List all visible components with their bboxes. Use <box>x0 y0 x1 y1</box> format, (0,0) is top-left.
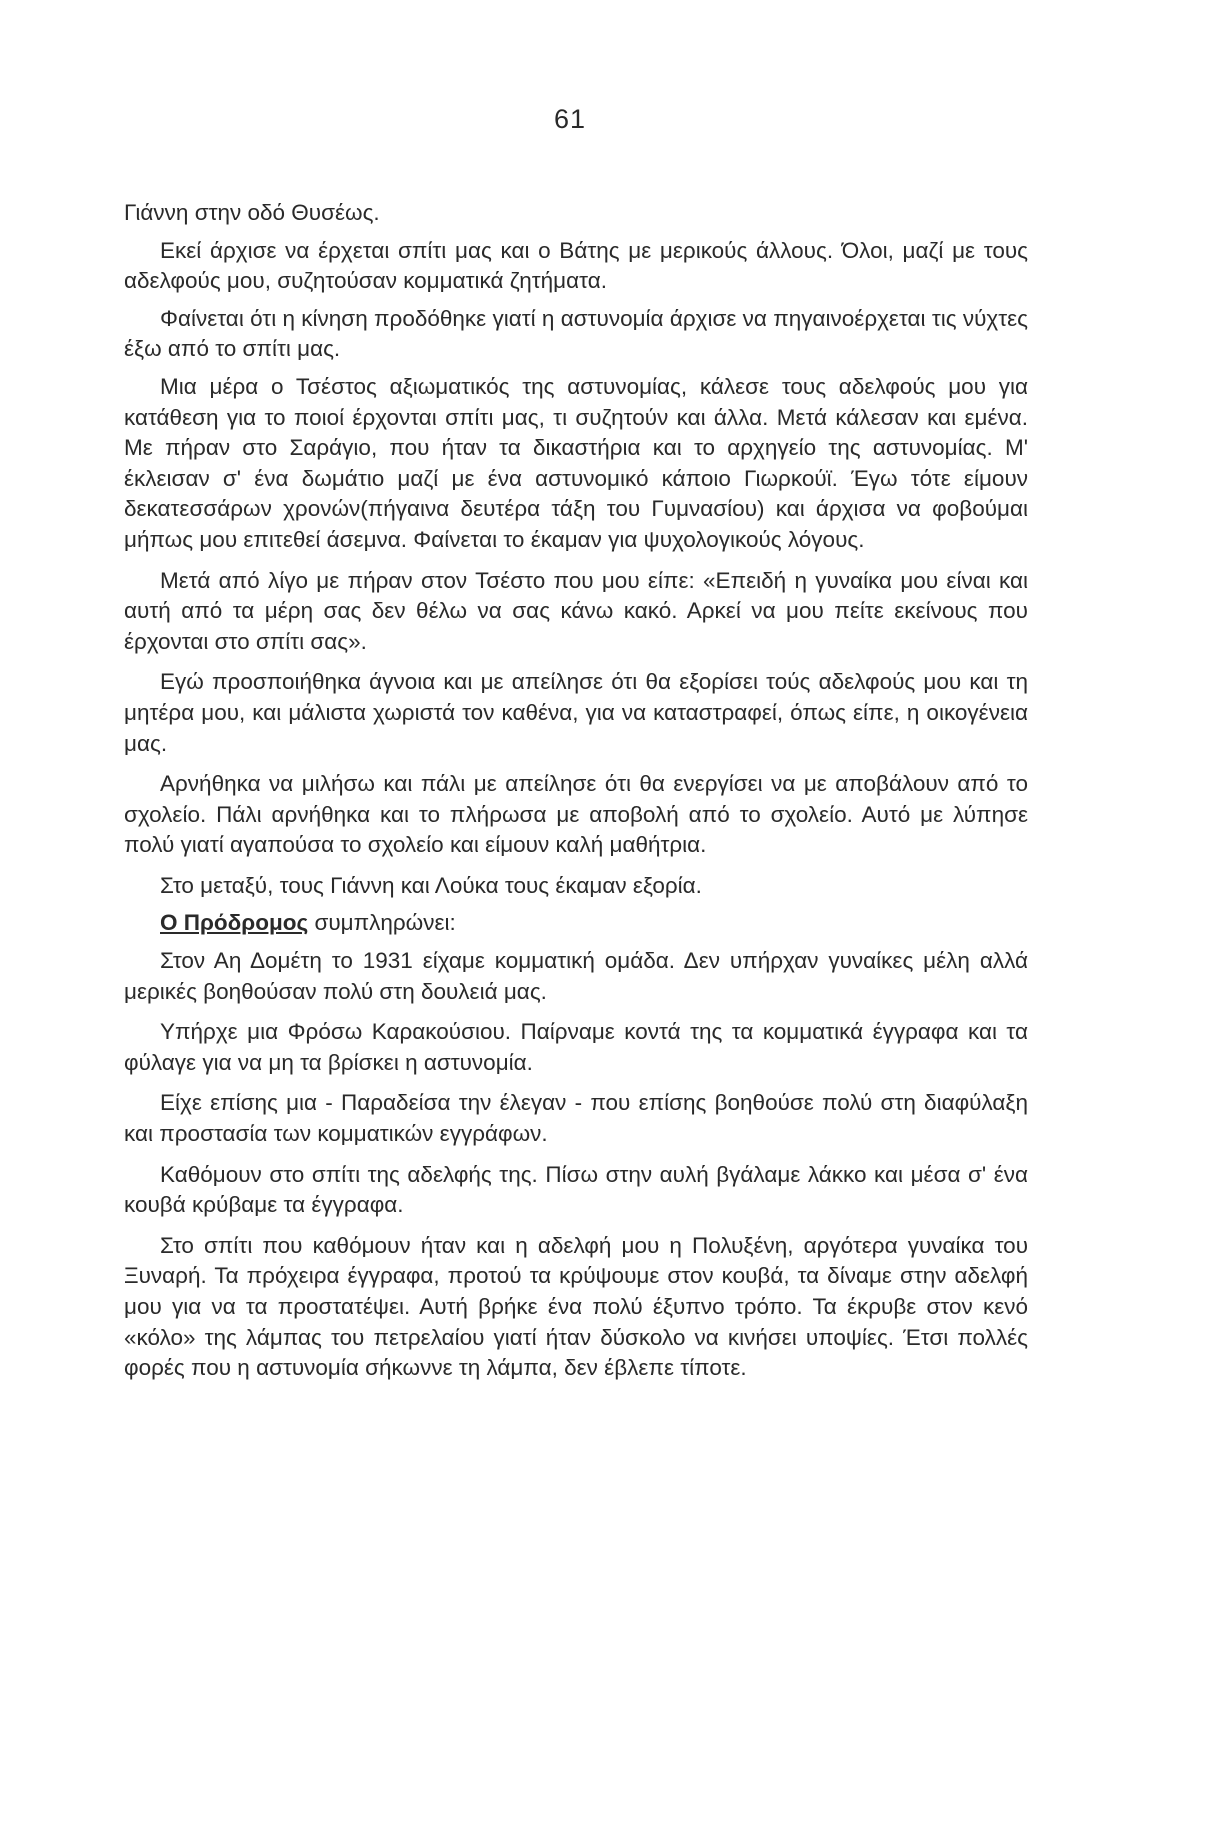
paragraph: Μετά από λίγο με πήραν στον Τσέστο που μου είπε: «Επειδή η γυναίκα μου είναι και αυτή από τα μέρη σας δεν θέλω να σας κάνω κακό. Αρκεί να μου πείτε εκείνους που έρχονται στο σπίτι σας». <box>124 567 1028 654</box>
paragraph: Είχε επίσης μια - Παραδείσα την έλεγαν - που επίσης βοηθούσε πολύ στη διαφύλαξη και προστασία των κομματικών εγγράφων. <box>124 1090 1028 1147</box>
paragraph: Αρνήθηκα να μιλήσω και πάλι με απείλησε ότι θα ενεργίσει να με αποβάλουν από το σχολείο. Πάλι αρνήθηκα και το πλήρωσα με αποβολή από το σχολείο. Αυτό με λύπησε πολύ γιατί αγαπούσα το σχολείο και είμουν καλή μαθήτρια. <box>124 771 1028 858</box>
paragraph: Μια μέρα ο Τσέστος αξιωματικός της αστυνομίας, κάλεσε τους αδελφούς μου για κατάθεση για το ποιοί έρχονται σπίτι μας, τι συζητούν και άλλα. Μετά κάλεσαν και εμένα. Με πήραν στο Σαράγιο, που ήταν τα δικαστήρια και το αρχηγείο της αστυνομίας. Μ' έκλεισαν σ' ένα δωμάτιο μαζί με ένα αστυνομικό κάποιο Γιωρκούϊ. Έγω τότε είμουν δεκατεσσάρων χρονών(πήγαινα δευτέρα τάξη του Γυμνασίου) και άρχισα να φοβούμαι μήπως μου επιτεθεί άσεμνα. Φαίνεται το έκαμαν για ψυχολογικούς λόγους. <box>124 373 1028 552</box>
paragraph: Υπήρχε μια Φρόσω Καρακούσιου. Παίρναμε κοντά της τα κομματικά έγγραφα και τα φύλαγε για να μη τα βρίσκει η αστυνομία. <box>124 1019 1028 1075</box>
speaker-paragraph <box>124 908 1028 939</box>
paragraph: Εγώ προσποιήθηκα άγνοια και με απείλησε ότι θα εξορίσει τούς αδελφούς μου και τη μητέρα μου, και μάλιστα χωριστά τον καθένα, για να καταστραφεί, όπως είπε, η οικογένεια μας. <box>124 669 1028 756</box>
paragraph: Στο μεταξύ, τους Γιάννη και Λούκα τους έκαμαν εξορία. <box>160 872 702 898</box>
paragraph: Γιάννη στην οδό Θυσέως. <box>124 200 380 225</box>
speaker-name: Ο Πρόδρομος <box>160 910 309 936</box>
paragraph: Εκεί άρχισε να έρχεται σπίτι μας και ο Βάτης με μερικούς άλλους. Όλοι, μαζί με τους αδελφούς μου, συζητούσαν κομματικά ζητήματα. <box>124 237 1028 294</box>
paragraph: Στο σπίτι που καθόμουν ήταν και η αδελφή μου η Πολυξένη, αργότερα γυναίκα του Ξυναρή. Τα πρόχειρα έγγραφα, προτού τα κρύψουμε στον κουβά, τα δίναμε στην αδελφή μου για να τα προστατέψει. Αυτή βρήκε ένα πολύ έξυπνο τρόπο. Τα έκρυβε στον κενό «κόλο» της λάμπας του πετρελαίου γιατί ήταν δύσκολο να κινήσει υποψίες. Έτσι πολλές φορές που η αστυνομία σήκωννε τη λάμπα, δεν έβλεπε τίποτε. <box>124 1232 1028 1381</box>
speaker-intro: συμπληρώνει: <box>308 910 456 936</box>
paragraph: Στον Αη Δομέτη το 1931 είχαμε κομματική ομάδα. Δεν υπήρχαν γυναίκες μέλη αλλά μερικές βοηθούσαν πολύ στη δουλειά μας. <box>124 948 1028 1004</box>
paragraph: Καθόμουν στο σπίτι της αδελφής της. Πίσω στην αυλή βγάλαμε λάκκο και μέσα σ' ένα κουβά κρύβαμε τα έγγραφα. <box>124 1161 1028 1218</box>
paragraph: Φαίνεται ότι η κίνηση προδόθηκε γιατί η αστυνομία άρχισε να πηγαινοέρχεται τις νύχτες έξω από το σπίτι μας. <box>124 305 1028 362</box>
document-body <box>124 198 1028 1384</box>
page-number: 61 <box>553 104 587 134</box>
